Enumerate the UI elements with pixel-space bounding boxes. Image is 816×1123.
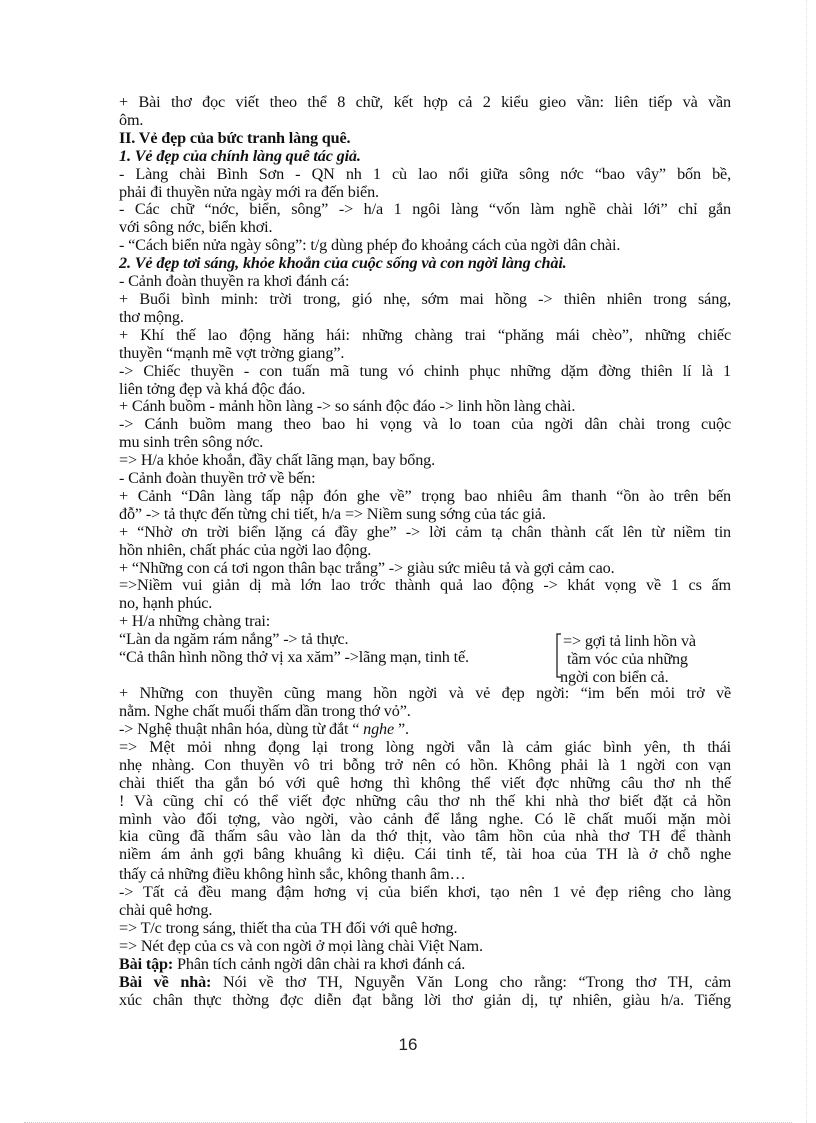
text-line: ôm. [119,110,144,129]
text-line: - Cảnh đoàn thuyền trở về bến: [119,469,316,488]
homework-line [119,974,731,992]
homework-label: Bài về nhà: [119,972,212,991]
text-line: niềm ám ảnh gợi bâng khuâng kì diệu. Cái tinh tế, tài hoa của TH là ở chỗ nghe [119,845,731,864]
homework-text: Nói về thơ TH, Nguyễn Văn Long cho rằng: “Trong thơ TH, cảm [211,972,732,991]
text-line: liên tởng đẹp và khá độc đáo. [119,379,306,398]
text-line [119,721,731,739]
text-segment: ”. [397,720,409,738]
text-line: ! Và cũng chỉ có thể viết đợc những câu thơ nh thế khi nhà thơ biết đặt cả hồn [119,791,731,810]
text-line: phải đi thuyền nửa ngày mới ra đến biển. [119,182,379,201]
text-line: kia cũng đã thấm sâu vào làn da thớ thịt, vào tâm hồn của nhà thơ TH để thành [119,827,731,846]
text-line: chài quê hơng. [119,901,213,920]
text-line: với sông nớc, biển khơi. [119,218,273,237]
exercise-text: Phân tích cảnh ngời dân chài ra khơi đánh cá. [173,954,466,973]
text-line: -> Chiếc thuyền - con tuấn mã tung vó chinh phục những dặm đờng thiên lí là 1 [119,361,731,380]
text-line: + Khí thế lao động hăng hái: những chàng trai “phăng mái chèo”, những chiếc [119,325,731,344]
text-line: thơ mộng. [119,307,184,326]
text-line: => T/c trong sáng, thiết tha của TH đối với quê hơng. [119,918,458,937]
text-line: nhẹ nhàng. Con thuyền vô tri bỗng trở nên có hồn. Không phải là 1 ngời con vạn [119,755,731,774]
page-edge-rule [806,0,807,1123]
subsection-heading: 2. Vẻ đẹp tơi sáng, khỏe khoắn của cuộc sống và con ngời làng chài. [119,254,567,273]
text-line: mình vào đối tợng, vào ngời, vào cảnh để lắng nghe. Có lẽ chất muối mặn mòi [119,809,731,828]
comparison-left-line: “Cả thân hình nồng thở vị xa xăm” ->lãng mạn, tinh tế. [119,648,469,667]
text-line: thuyền “mạnh mẽ vợt trờng giang”. [119,343,345,362]
text-line: - Làng chài Bình Sơn - QN nh 1 cù lao nổi giữa sông nớc “bao vây” bốn bề, [119,164,731,183]
text-line: chài thiết tha gắn bó với quê hơng thì không thể viết đợc những câu thơ nh thế [119,773,731,792]
text-line: - Các chữ “nớc, biển, sông” -> h/a 1 ngôi làng “vốn làm nghề chài lới” chỉ gắn [119,200,731,219]
emphasis-word: nghe [363,720,398,738]
exercise-label: Bài tập: [119,954,174,973]
text-line: + Cảnh “Dân làng tấp nập đón ghe về” trọng bao nhiêu âm thanh “ồn ào trên bến [119,486,731,505]
text-line: + Buổi bình minh: trời trong, gió nhẹ, sớm mai hồng -> thiên nhiên trong sáng, [119,289,731,308]
text-line: xúc chân thực thờng đợc diễn đạt bằng lời thơ giản dị, tự nhiên, giàu h/a. Tiếng [119,990,731,1009]
text-line: + H/a những chàng trai: [119,612,271,631]
text-line: + Những con thuyền cũng mang hồn ngời và vẻ đẹp ngời: “im bến mỏi trở về [119,684,731,703]
text-line: nằm. Nghe chất muối thấm dần trong thớ vỏ”. [119,702,411,721]
text-line: thấy cả những điều không hình sắc, không thanh âm… [119,865,466,884]
comparison-left-line: “Làn da ngăm rám nắng” -> tả thực. [119,630,349,649]
text-line: -> Cánh buồm mang theo bao hi vọng và lo toan của ngời dân chài trong cuộc [119,415,731,434]
document-body [119,94,731,1010]
page-number: 16 [398,1035,418,1054]
text-line: no, hạnh phúc. [119,594,213,613]
text-line: =>Niềm vui giản dị mà lớn lao trớc thành quả lao động -> khát vọng về 1 cs ấm [119,576,731,595]
exercise-line [119,956,731,974]
text-line: + Bài thơ đọc viết theo thể 8 chữ, kết hợp cả 2 kiểu gieo vần: liên tiếp và vần [119,93,731,111]
text-line: => Nét đẹp của cs và con ngời ở mọi làng chài Việt Nam. [119,936,483,955]
text-line: - “Cách biển nửa ngày sông”: t/g dùng phép đo khoảng cách của ngời dân chài. [119,236,621,255]
comparison-block [119,631,731,685]
text-line: - Cảnh đoàn thuyền ra khơi đánh cá: [119,272,350,291]
text-line: + “Những con cá tơi ngon thân bạc trắng” -> giàu sức miêu tả và gợi cảm cao. [119,558,615,577]
text-segment: -> Nghệ thuật nhân hóa, dùng từ đắt “ [119,720,364,738]
subsection-heading: 1. Vẻ đẹp của chính làng quê tác giả. [119,146,361,165]
text-line: + “Nhờ ơn trời biển lặng cá đầy ghe” -> lời cảm tạ chân thành cất lên từ niềm tin [119,522,731,541]
text-line: -> Tất cả đều mang đậm hơng vị của biển khơi, tạo nên 1 vẻ đẹp riêng cho làng [119,883,731,902]
comparison-right-line: => gợi tả linh hồn và [563,632,696,651]
comparison-right-line: ngời con biển cả. [560,668,669,687]
text-line: => Mệt mỏi nhng đọng lại trong lòng ngời vẫn là cảm giác bình yên, th thái [119,737,731,756]
text-line: mu sinh trên sông nớc. [119,433,264,452]
section-heading: II. Vẻ đẹp của bức tranh làng quê. [119,128,351,147]
comparison-right-line: tầm vóc của những [567,650,688,669]
text-line: => H/a khỏe khoắn, đầy chất lãng mạn, bay bổng. [119,451,435,470]
text-line: hồn nhiên, chất phác của ngời lao động. [119,540,372,559]
text-line: đỗ” -> tả thực đến từng chi tiết, h/a => Niềm sung sớng của tác giả. [119,504,546,523]
text-line: + Cánh buồm - mảnh hồn làng -> so sánh độc đáo -> linh hồn làng chài. [119,397,576,416]
